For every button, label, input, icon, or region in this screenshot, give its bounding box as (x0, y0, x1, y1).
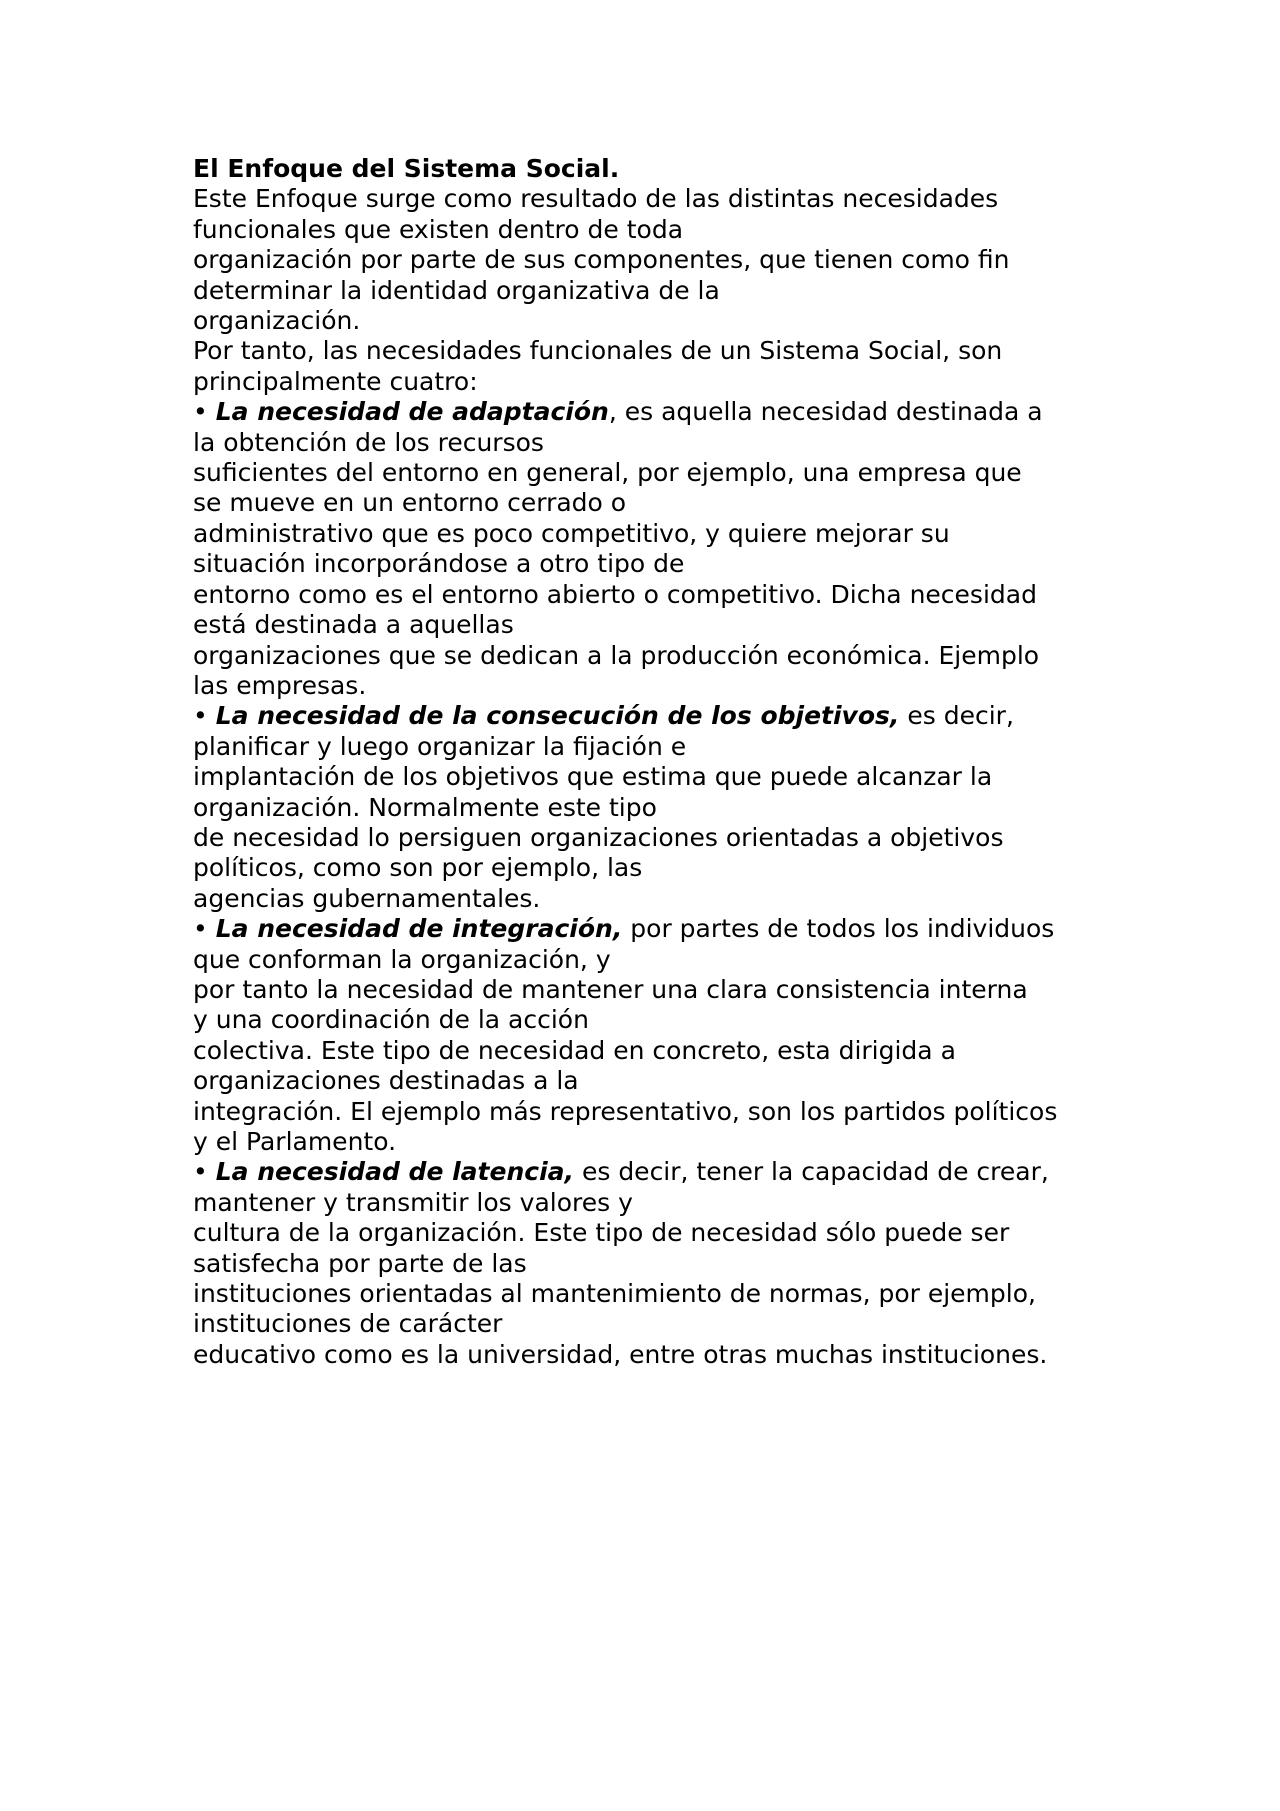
need-adaptation-line: administrativo que es poco competitivo, y quiere mejorar su (193, 518, 950, 548)
need-adaptation-first-line (193, 397, 1123, 427)
intro-line: determinar la identidad organizativa de la (193, 275, 720, 305)
need-adaptation-line: situación incorporándose a otro tipo de (193, 549, 685, 579)
need-latency-line: cultura de la organización. Este tipo de necesidad sólo puede ser (193, 1218, 1010, 1248)
need-goals-line: de necesidad lo persiguen organizaciones orientadas a objetivos (193, 822, 1004, 852)
need-adaptation-line: las empresas. (193, 670, 367, 700)
need-latency-first-line (193, 1157, 1123, 1187)
intro-line: funcionales que existen dentro de toda (193, 214, 684, 244)
document-title: El Enfoque del Sistema Social. (193, 154, 620, 183)
need-integration-line: colectiva. Este tipo de necesidad en concreto, esta dirigida a (193, 1035, 956, 1065)
need-integration-line: y el Parlamento. (193, 1127, 397, 1156)
bullet-marker: • (193, 701, 216, 731)
need-goals-line: planificar y luego organizar la fijación e (193, 731, 687, 761)
need-integration-line: por tanto la necesidad de mantener una clara consistencia interna (193, 974, 1028, 1004)
need-goals-line: agencias gubernamentales. (193, 883, 541, 913)
need-goals-rest: es decir, (899, 701, 1014, 731)
intro-line: principalmente cuatro: (193, 366, 478, 396)
need-adaptation-line: organizaciones que se dedican a la producción económica. Ejemplo (193, 640, 1040, 670)
document-body (193, 154, 1123, 1370)
need-adaptation-line: entorno como es el entorno abierto o competitivo. Dicha necesidad (193, 579, 1037, 609)
need-integration-term: La necesidad de integración, (215, 914, 623, 944)
need-adaptation-line: la obtención de los recursos (193, 427, 544, 457)
need-integration-line: que conforman la organización, y (193, 944, 611, 974)
intro-line: organización por parte de sus componentes, que tienen como fin (193, 245, 1010, 275)
bullet-marker: • (193, 397, 216, 427)
need-integration-line: integración. El ejemplo más representativo, son los partidos políticos (193, 1096, 1058, 1126)
need-latency-line: educativo como es la universidad, entre otras muchas instituciones. (193, 1339, 1048, 1369)
need-adaptation-line: se mueve en un entorno cerrado o (193, 488, 627, 518)
intro-line: Este Enfoque surge como resultado de las distintas necesidades (193, 184, 999, 214)
need-integration-line: organizaciones destinadas a la (193, 1066, 579, 1096)
intro-line: organización. (193, 306, 361, 336)
need-goals-first-line (193, 701, 1123, 731)
bullet-marker: • (193, 1157, 216, 1187)
need-adaptation-line: está destinada a aquellas (193, 610, 514, 640)
need-latency-line: satisfecha por parte de las (193, 1248, 527, 1278)
intro-line: Por tanto, las necesidades funcionales de un Sistema Social, son (193, 336, 1003, 366)
need-latency-line: instituciones de carácter (193, 1309, 503, 1339)
need-latency-rest: es decir, tener la capacidad de crear, (574, 1157, 1049, 1187)
need-goals-line: implantación de los objetivos que estima que puede alcanzar la (193, 762, 993, 792)
need-latency-line: mantener y transmitir los valores y (193, 1187, 633, 1217)
need-goals-line: organización. Normalmente este tipo (193, 792, 657, 822)
need-integration-rest: por partes de todos los individuos (622, 914, 1055, 944)
need-integration-line: y una coordinación de la acción (193, 1005, 589, 1035)
need-goals-line: políticos, como son por ejemplo, las (193, 853, 643, 883)
need-integration-first-line (193, 914, 1123, 944)
need-latency-line: instituciones orientadas al mantenimiento de normas, por ejemplo, (193, 1279, 1036, 1309)
need-latency-term: La necesidad de latencia, (215, 1157, 575, 1187)
need-adaptation-term: La necesidad de adaptación (215, 397, 609, 427)
need-goals-term: La necesidad de la consecución de los objetivos, (215, 701, 900, 731)
bullet-marker: • (193, 914, 216, 944)
need-adaptation-rest: , es aquella necesidad destinada a (608, 397, 1043, 427)
need-adaptation-line: suficientes del entorno en general, por ejemplo, una empresa que (193, 458, 1022, 488)
